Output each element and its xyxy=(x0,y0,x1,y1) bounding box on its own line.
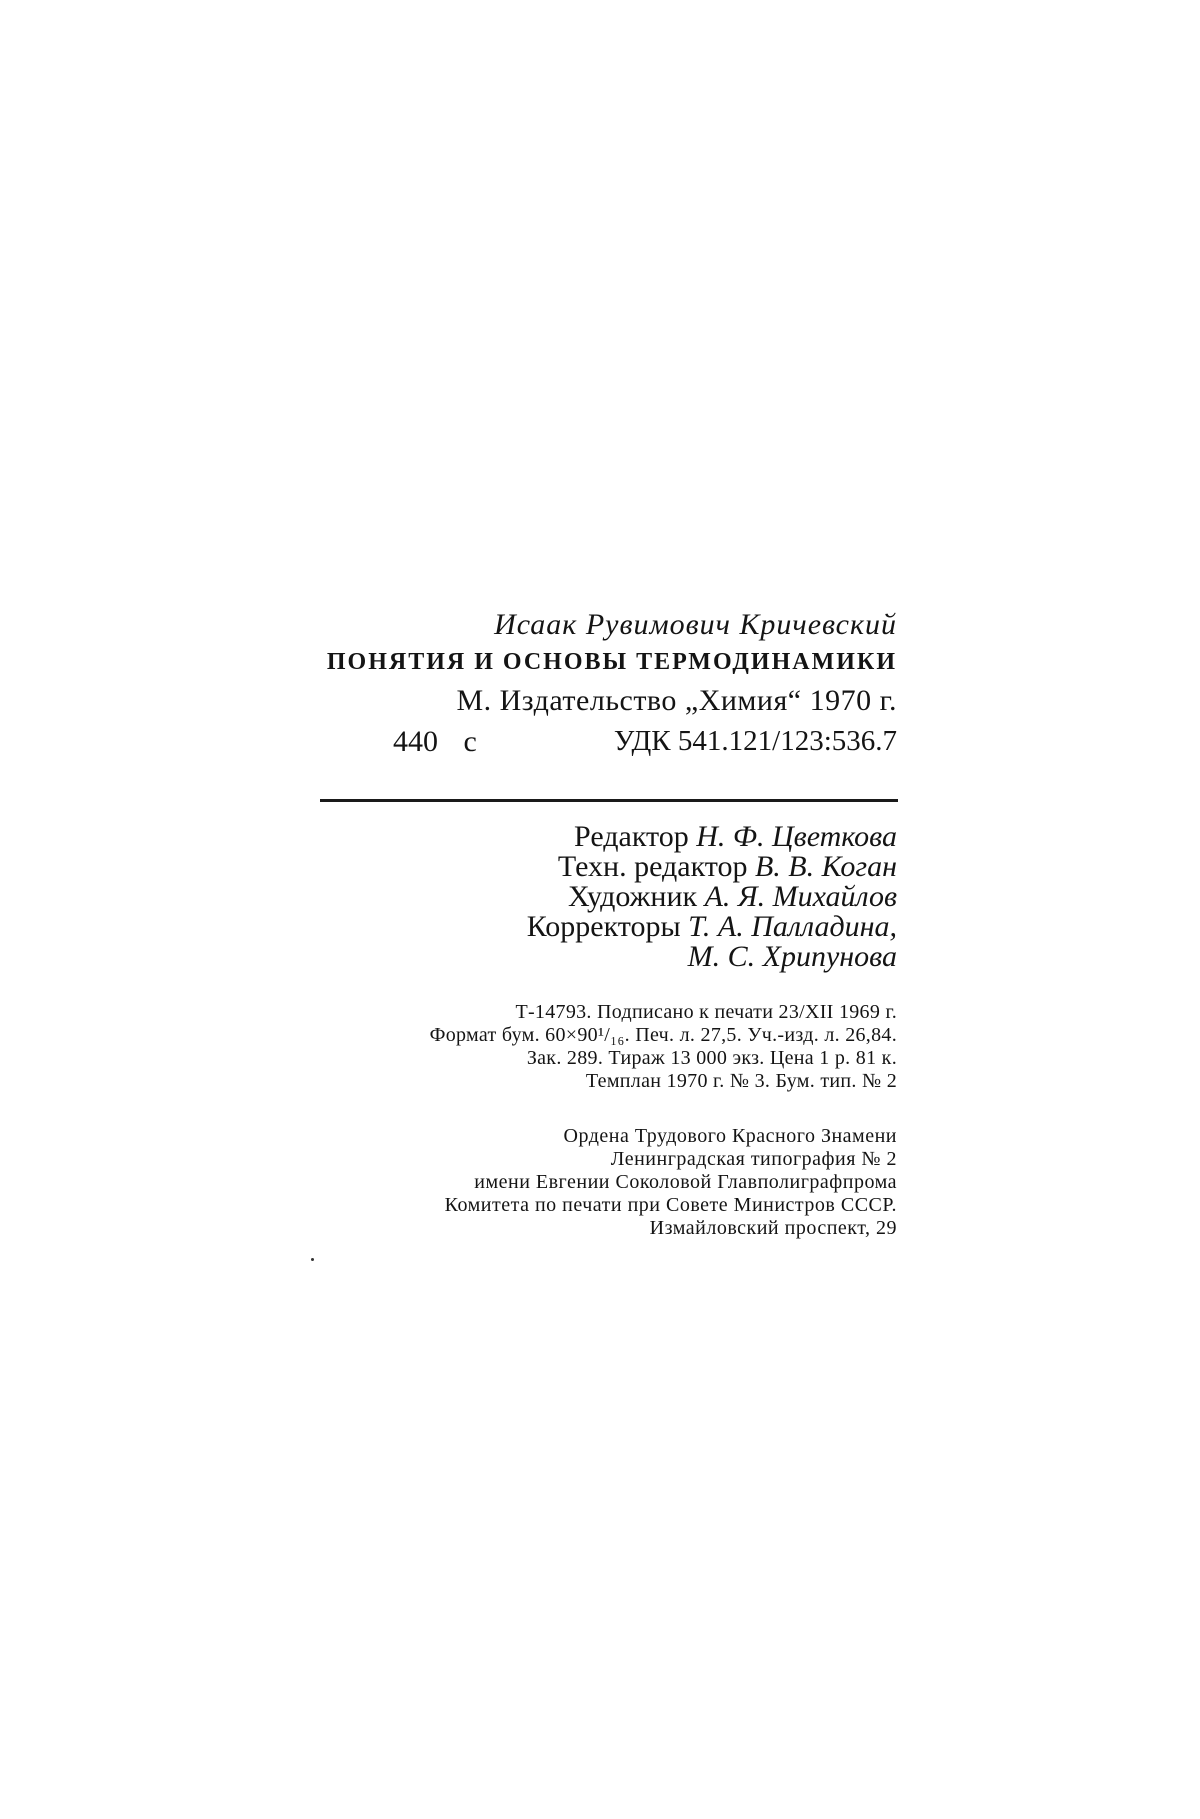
staff-artist-role: Художник xyxy=(568,880,698,913)
page-count: 440 с xyxy=(393,725,477,758)
staff-editor-role: Редактор xyxy=(574,820,689,853)
printer-line: имени Евгении Соколовой Главполиграфпрома xyxy=(474,1171,897,1193)
staff-tech-role: Техн. редактор xyxy=(557,850,748,883)
staff-corrector-2: М. С. Хрипунова xyxy=(687,940,897,973)
printer-line: Комитета по печати при Совете Министров СССР. xyxy=(444,1194,897,1216)
staff-corrector-1: Т. А. Палладина, xyxy=(688,910,897,943)
divider-rule xyxy=(320,799,898,802)
staff-correctors-role: Корректоры xyxy=(526,910,681,943)
staff-tech-name: В. В. Коган xyxy=(754,850,897,883)
staff-artist xyxy=(568,882,897,912)
ink-speck xyxy=(311,1258,314,1261)
imprint-line: Формат бум. 60×90¹/₁₆. Печ. л. 27,5. Уч.-изд. л. 26,84. xyxy=(429,1024,897,1046)
printer-line: Ленинградская типография № 2 xyxy=(610,1148,897,1170)
staff-tech-editor xyxy=(558,852,897,882)
udk-code: УДК 541.121/123:536.7 xyxy=(613,725,897,757)
imprint-line: Т-14793. Подписано к печати 23/XII 1969 г. xyxy=(515,1001,897,1023)
printer-line: Ордена Трудового Красного Знамени xyxy=(563,1125,897,1147)
staff-editor xyxy=(574,822,897,852)
book-title: ПОНЯТИЯ И ОСНОВЫ ТЕРМОДИНАМИКИ xyxy=(326,649,897,675)
staff-correctors xyxy=(527,912,897,942)
author-name: Исаак Рувимович Кричевский xyxy=(494,608,897,641)
imprint-line: Темплан 1970 г. № 3. Бум. тип. № 2 xyxy=(585,1070,897,1092)
imprint-line: Зак. 289. Тираж 13 000 экз. Цена 1 р. 81 к. xyxy=(526,1047,897,1069)
staff-artist-name: А. Я. Михайлов xyxy=(704,880,897,913)
printer-line: Измайловский проспект, 29 xyxy=(649,1217,897,1239)
publisher-line: М. Издательство „Химия“ 1970 г. xyxy=(456,684,897,717)
staff-editor-name: Н. Ф. Цветкова xyxy=(696,820,897,853)
